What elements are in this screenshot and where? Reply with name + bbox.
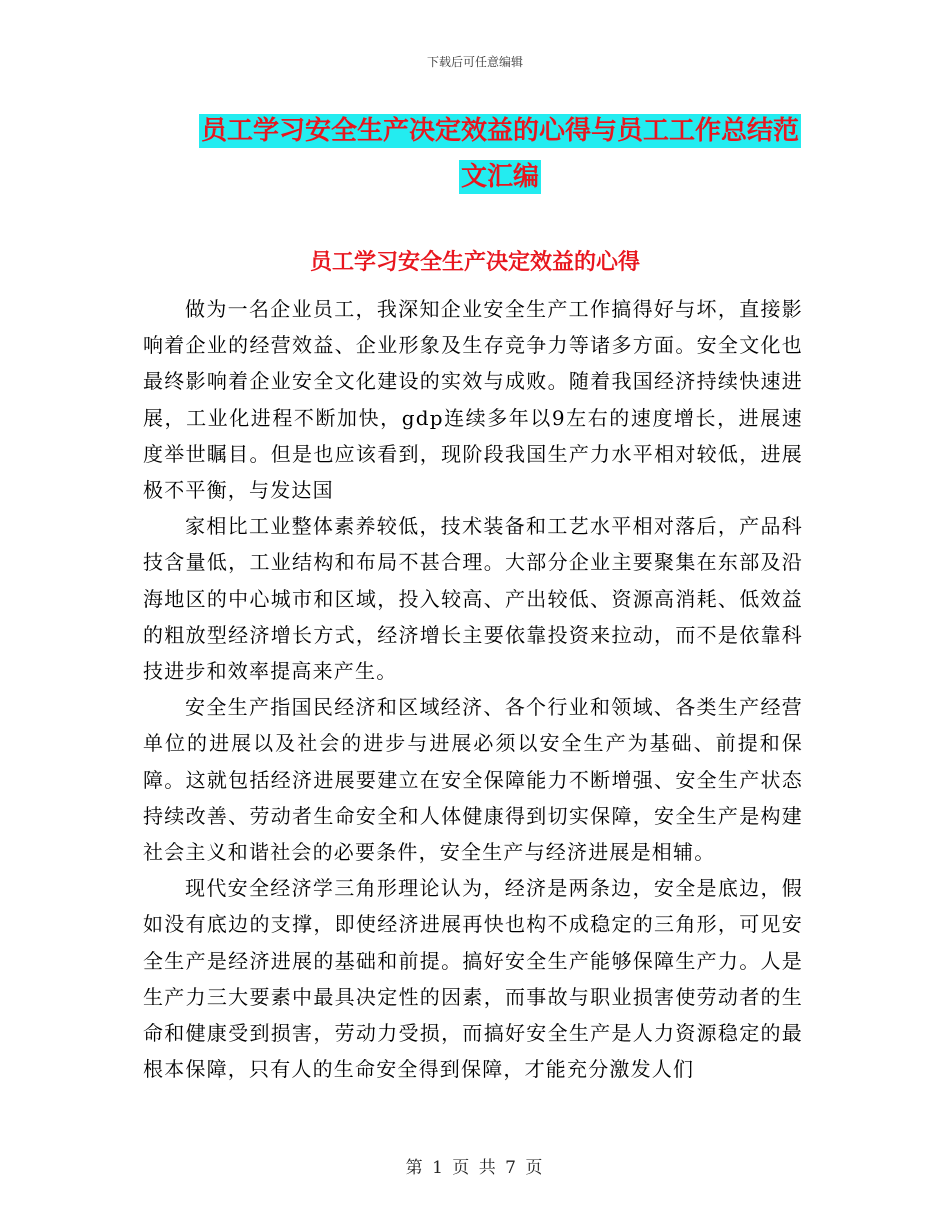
paragraph: 安全生产指国民经济和区域经济、各个行业和领域、各类生产经营单位的进展以及社会的进步与进展必须以安全生产为基础、前提和保障。这就包括经济进展要建立在安全保障能力不断增强、安全生产状态持续改善、劳动者生命安全和人体健康得到切实保障，安全生产是构建社会主义和谐社会的必要条件，安全生产与经济进展是相辅。 — [143, 695, 803, 865]
document-title-line-2: 文汇编 — [460, 162, 539, 192]
document-title-line-1: 员工学习安全生产决定效益的心得与员工工作总结范 — [200, 116, 799, 146]
page-footer: 第 1 页 共 7 页 — [405, 1158, 545, 1178]
paragraph: 现代安全经济学三角形理论认为，经济是两条边，安全是底边，假如没有底边的支撑，即使经济进展再快也构不成稳定的三角形，可见安全生产是经济进展的基础和前提。搞好安全生产能够保障生产力。人是生产力三大要素中最具决定性的因素，而事故与职业损害使劳动者的生命和健康受到损害，劳动力受损，而搞好安全生产是人力资源稳定的最根本保障，只有人的生命安全得到保障，才能充分激发人们 — [143, 876, 803, 1082]
header-note: 下载后可任意编辑 — [426, 55, 523, 69]
document-title — [140, 108, 860, 200]
paragraph: 做为一名企业员工，我深知企业安全生产工作搞得好与坏，直接影响着企业的经营效益、企业形象及生存竞争力等诸多方面。安全文化也最终影响着企业安全文化建设的实效与成败。随着我国经济持续快速进展，工业化进程不断加快，gdp连续多年以9左右的速度增长，进展速度举世瞩目。但是也应该看到，现阶段我国生产力水平相对较低，进展极不平衡，与发达国 — [143, 297, 803, 503]
paragraph: 家相比工业整体素养较低，技术装备和工艺水平相对落后，产品科技含量低，工业结构和布局不甚合理。大部分企业主要聚集在东部及沿海地区的中心城市和区域，投入较高、产出较低、资源高消耗、低效益的粗放型经济增长方式，经济增长主要依靠投资来拉动，而不是依靠科技进步和效率提高来产生。 — [143, 514, 803, 684]
document-body — [143, 291, 803, 1087]
section-title: 员工学习安全生产决定效益的心得 — [309, 250, 640, 275]
